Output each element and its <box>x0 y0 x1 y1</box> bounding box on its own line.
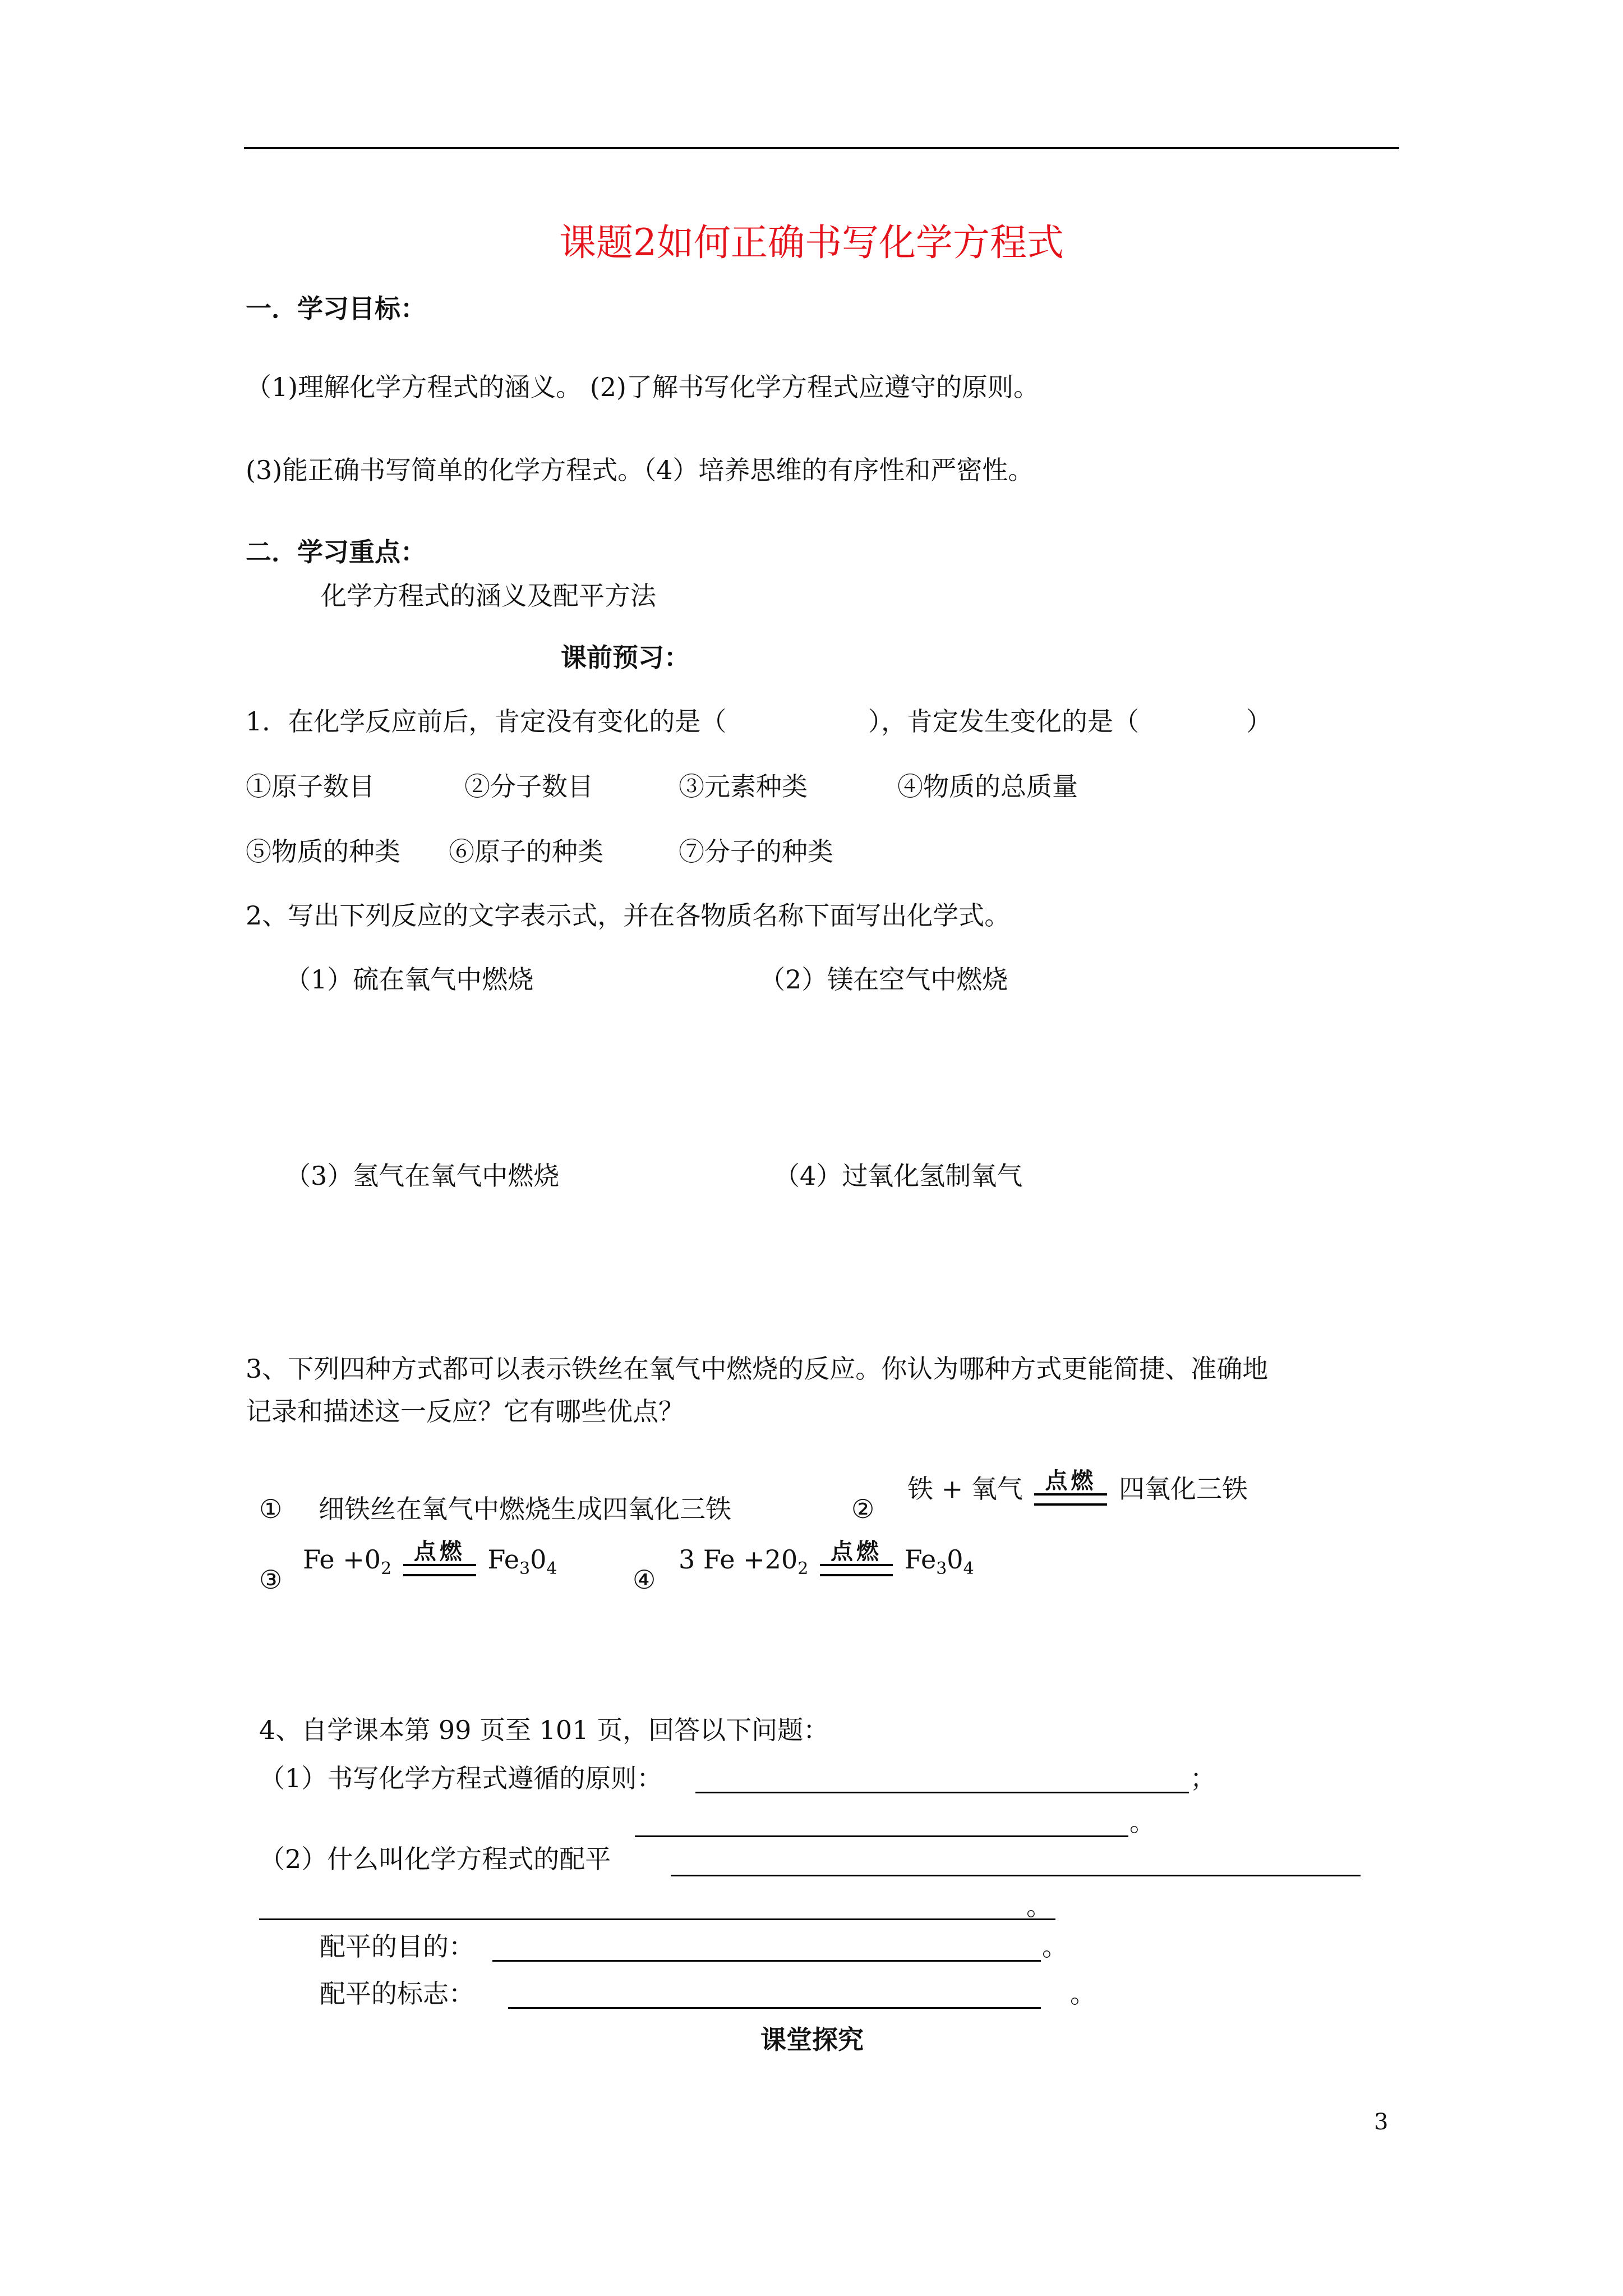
question-3-line-1: 3、下列四种方式都可以表示铁丝在氧气中燃烧的反应。你认为哪种方式更能简捷、准确地 <box>246 1354 1269 1384</box>
way-3-subscript: 2 <box>381 1559 392 1579</box>
option-total-mass: ④物质的总质量 <box>897 771 1078 802</box>
period: 。 <box>1070 1978 1096 2009</box>
purpose-answer-line <box>492 1960 1041 1962</box>
option-element-type: ③元素种类 <box>679 771 808 802</box>
q2-item-peroxide: （4）过氧化氢制氧气 <box>774 1161 1023 1191</box>
q2-item-hydrogen: （3）氢气在氧气中燃烧 <box>285 1161 560 1191</box>
reaction-arrow <box>1034 1469 1107 1506</box>
q4-balancing-label: （2）什么叫化学方程式的配平 <box>259 1844 611 1874</box>
semicolon: ； <box>1190 1763 1216 1793</box>
question-1-part-c: ） <box>1246 706 1272 737</box>
reaction-arrow <box>820 1539 893 1576</box>
q4-principle-label: （1）书写化学方程式遵循的原则： <box>259 1763 663 1793</box>
question-4: 4、自学课本第 99 页至 101 页，回答以下问题： <box>259 1715 829 1745</box>
sign-answer-line <box>508 2007 1041 2009</box>
principle-answer-line-1 <box>695 1792 1189 1793</box>
page-title: 课题2如何正确书写化学方程式 <box>559 221 1064 264</box>
way-1-number: ① <box>259 1494 283 1524</box>
way-3-product-sub-1: 3 <box>519 1559 531 1579</box>
way-1-text: 细铁丝在氧气中燃烧生成四氧化三铁 <box>319 1494 731 1524</box>
objective-line-1: （1)理解化学方程式的涵义。 (2)了解书写化学方程式应遵守的原则。 <box>246 372 1039 402</box>
equals-sign <box>403 1564 476 1576</box>
objective-line-2: (3)能正确书写简单的化学方程式。（4）培养思维的有序性和严密性。 <box>246 455 1034 485</box>
way-3-number: ③ <box>259 1565 283 1595</box>
balancing-answer-line-2 <box>259 1918 1055 1920</box>
way-4-subscript: 2 <box>797 1559 809 1579</box>
condition-label: 点燃 <box>1045 1468 1097 1494</box>
condition-label: 点燃 <box>830 1539 882 1565</box>
way-4-equation <box>679 1539 974 1579</box>
classroom-heading: 课堂探究 <box>760 2024 864 2055</box>
header-rule <box>244 147 1399 149</box>
way-3-product-sub-2: 4 <box>546 1559 557 1579</box>
period: 。 <box>1026 1891 1052 1921</box>
question-1-part-b: ），肯定发生变化的是（ <box>868 706 1139 737</box>
option-substance-type: ⑤物质的种类 <box>246 836 400 867</box>
way-4-number: ④ <box>633 1565 656 1595</box>
way-2-products: 四氧化三铁 <box>1119 1474 1248 1504</box>
page-number: 3 <box>1374 2109 1389 2135</box>
section-2-heading: 二．学习重点： <box>246 537 426 567</box>
way-3-product-o: 0 <box>530 1544 547 1575</box>
period: 。 <box>1129 1807 1155 1837</box>
section-1-heading: 一．学习目标： <box>246 293 426 324</box>
option-molecule-type: ⑦分子的种类 <box>679 836 833 867</box>
question-3-line-2: 记录和描述这一反应？它有哪些优点？ <box>246 1396 684 1427</box>
way-4-product-o: 0 <box>947 1544 963 1575</box>
q2-item-magnesium: （2）镁在空气中燃烧 <box>759 964 1008 995</box>
period: 。 <box>1042 1931 1068 1962</box>
question-2: 2、写出下列反应的文字表示式，并在各物质名称下面写出化学式。 <box>246 900 1011 931</box>
option-atom-type: ⑥原子的种类 <box>449 836 603 867</box>
way-2-equation <box>907 1469 1248 1506</box>
balancing-answer-line-1 <box>671 1875 1361 1876</box>
option-atom-count: ①原子数目 <box>246 771 375 802</box>
way-4-reactants: 3 Fe +20 <box>679 1544 798 1575</box>
reaction-arrow <box>403 1539 476 1576</box>
way-2-number: ② <box>851 1494 875 1524</box>
balancing-purpose-label: 配平的目的： <box>320 1931 474 1962</box>
q2-item-sulfur: （1）硫在氧气中燃烧 <box>285 964 534 995</box>
way-2-reactants: 铁 + 氧气 <box>907 1474 1023 1504</box>
equals-sign <box>1034 1493 1107 1506</box>
way-4-product: Fe <box>904 1544 937 1575</box>
balancing-sign-label: 配平的标志： <box>320 1978 474 2009</box>
option-molecule-count: ②分子数目 <box>464 771 593 802</box>
way-4-product-sub-1: 3 <box>936 1559 947 1579</box>
preview-heading: 课前预习： <box>561 642 690 673</box>
way-3-product: Fe <box>487 1544 520 1575</box>
way-3-reactants: Fe +0 <box>303 1544 381 1575</box>
question-1-part-a: 1．在化学反应前后，肯定没有变化的是（ <box>246 706 727 737</box>
way-3-equation <box>303 1539 557 1579</box>
key-point-text: 化学方程式的涵义及配平方法 <box>321 581 656 611</box>
way-4-product-sub-2: 4 <box>963 1559 974 1579</box>
condition-label: 点燃 <box>413 1539 465 1565</box>
principle-answer-line-2 <box>635 1835 1128 1837</box>
equals-sign <box>820 1564 893 1576</box>
